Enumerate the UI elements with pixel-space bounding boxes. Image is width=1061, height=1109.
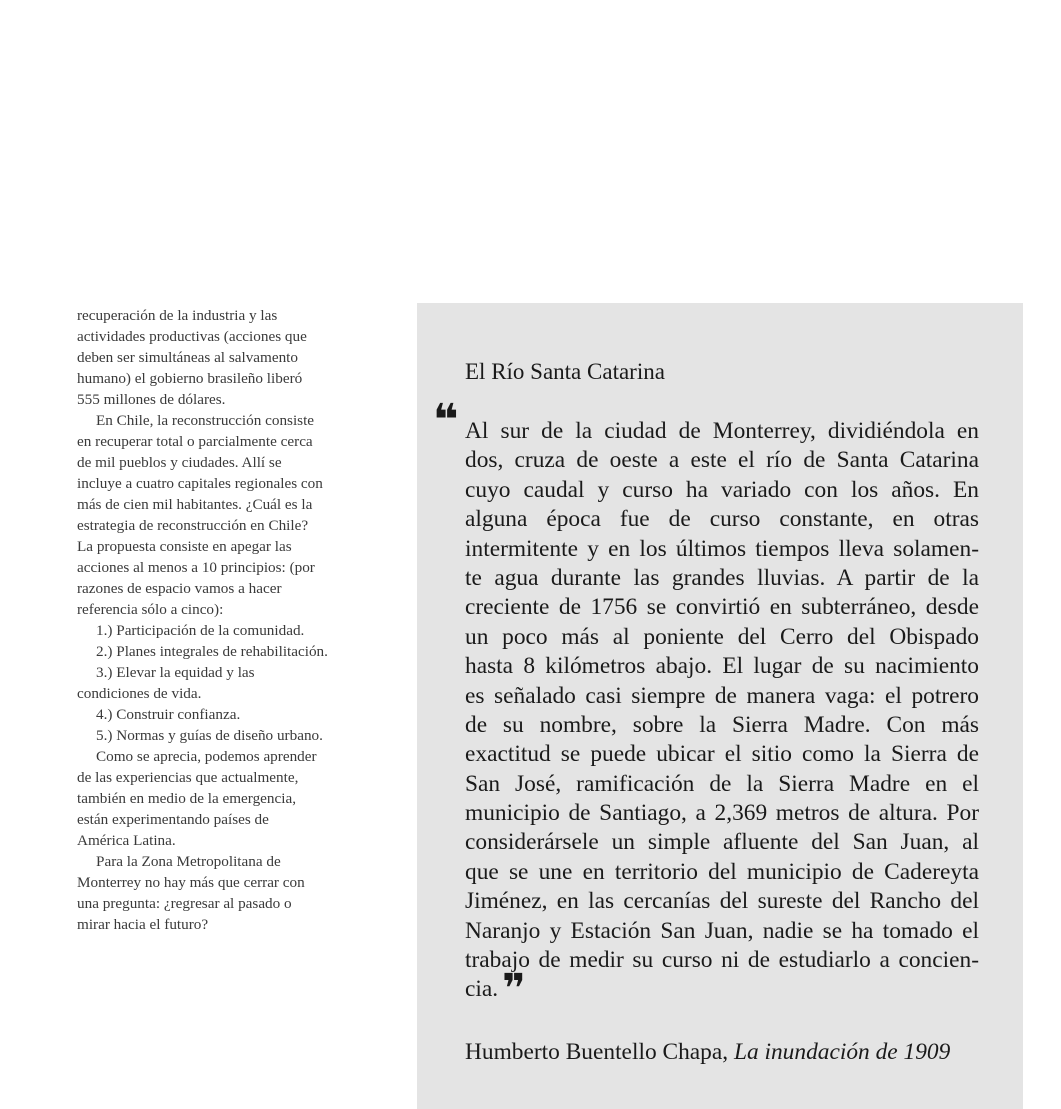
quote-line: alguna época fue de curso constante, en otras xyxy=(465,506,979,533)
left-column-line: humano) el gobierno brasileño liberó xyxy=(77,370,303,387)
quote-line: municipio de Santiago, a 2,369 metros de altura. Por xyxy=(465,800,979,827)
left-column-line: condiciones de vida. xyxy=(77,685,202,702)
quote-line: Naranjo y Estación San Juan, nadie se ha tomado el xyxy=(465,917,979,944)
quote-panel-title: El Río Santa Catarina xyxy=(465,359,665,384)
left-column-line: referencia sólo a cinco): xyxy=(77,601,224,618)
attribution-author: Humberto Buentello Chapa, xyxy=(465,1039,734,1065)
quote-line: dos, cruza de oeste a este el río de Santa Catarina xyxy=(465,447,979,474)
quote-last-text: cia. xyxy=(465,976,499,1003)
left-column-line: 1.) Participación de la comunidad. xyxy=(96,622,305,639)
quote-attribution xyxy=(465,1037,950,1067)
left-column-line: Monterrey no hay más que cerrar con xyxy=(77,874,305,891)
quote-panel xyxy=(417,303,1023,1109)
left-column-line: La propuesta consiste en apegar las xyxy=(77,538,292,555)
quote-line: San José, ramificación de la Sierra Madre en el xyxy=(465,770,979,797)
left-column-line: una pregunta: ¿regresar al pasado o xyxy=(77,895,292,912)
quote-line: exactitud se puede ubicar el sitio como la Sierra de xyxy=(465,741,979,768)
left-column-line: En Chile, la reconstrucción consiste xyxy=(96,412,315,429)
left-column-line: mirar hacia el futuro? xyxy=(77,916,209,933)
left-column-line: de mil pueblos y ciudades. Allí se xyxy=(77,454,282,471)
left-column-line: 5.) Normas y guías de diseño urbano. xyxy=(96,727,323,744)
left-column-line: 4.) Construir confianza. xyxy=(96,706,241,723)
left-column-line: de las experiencias que actualmente, xyxy=(77,769,299,786)
left-column-line: incluye a cuatro capitales regionales con xyxy=(77,475,323,492)
quote-line-last xyxy=(465,966,979,1013)
left-column-line: razones de espacio vamos a hacer xyxy=(77,580,282,597)
left-column-line: recuperación de la industria y las xyxy=(77,307,278,324)
left-column-line: Para la Zona Metropolitana de xyxy=(96,853,281,870)
left-text-column xyxy=(77,305,377,935)
quote-line: que se une en territorio del municipio de Cadereyta xyxy=(465,858,979,885)
left-column-line: Como se aprecia, podemos aprender xyxy=(96,748,317,765)
quote-line: te agua durante las grandes lluvias. A partir de la xyxy=(465,564,979,591)
left-column-line: más de cien mil habitantes. ¿Cuál es la xyxy=(77,496,313,513)
quote-line: considerársele un simple afluente del San Juan, al xyxy=(465,829,979,856)
left-column-line: 555 millones de dólares. xyxy=(77,391,226,408)
left-column-line: están experimentando países de xyxy=(77,811,269,828)
close-quote-icon: ❞ xyxy=(502,966,522,1013)
left-column-line: América Latina. xyxy=(77,832,176,849)
left-column-line: 3.) Elevar la equidad y las xyxy=(96,664,255,681)
quote-line: es señalado casi siempre de manera vaga: el potrero xyxy=(465,682,979,709)
quote-line: cuyo caudal y curso ha variado con los años. En xyxy=(465,476,979,503)
quote-line: Al sur de la ciudad de Monterrey, dividiéndola en xyxy=(465,418,979,444)
quote-line: creciente de 1756 se convirtió en subterráneo, desde xyxy=(465,594,979,621)
quote-line: hasta 8 kilómetros abajo. El lugar de su nacimiento xyxy=(465,653,979,680)
quote-line: de su nombre, sobre la Sierra Madre. Con más xyxy=(465,711,979,738)
quote-line: intermitente y en los últimos tiempos lleva solamen- xyxy=(465,535,979,562)
quote-line: trabajo de medir su curso ni de estudiarlo a concien- xyxy=(465,947,979,974)
open-quote-icon: ❝ xyxy=(433,395,455,446)
left-column-line: 2.) Planes integrales de rehabilitación. xyxy=(96,643,328,660)
attribution-work-title: La inundación de 1909 xyxy=(733,1039,951,1065)
left-column-line: actividades productivas (acciones que xyxy=(77,328,307,345)
left-column-line: acciones al menos a 10 principios: (por xyxy=(77,559,315,576)
quote-line: un poco más al poniente del Cerro del Obispado xyxy=(465,623,979,650)
quote-body xyxy=(465,417,979,1013)
quote-line: Jiménez, en las cercanías del sureste del Rancho del xyxy=(465,888,979,915)
left-column-line: también en medio de la emergencia, xyxy=(77,790,297,807)
left-column-line: estrategia de reconstrucción en Chile? xyxy=(77,517,309,534)
left-column-line: en recuperar total o parcialmente cerca xyxy=(77,433,313,450)
left-column-line: deben ser simultáneas al salvamento xyxy=(77,349,298,366)
